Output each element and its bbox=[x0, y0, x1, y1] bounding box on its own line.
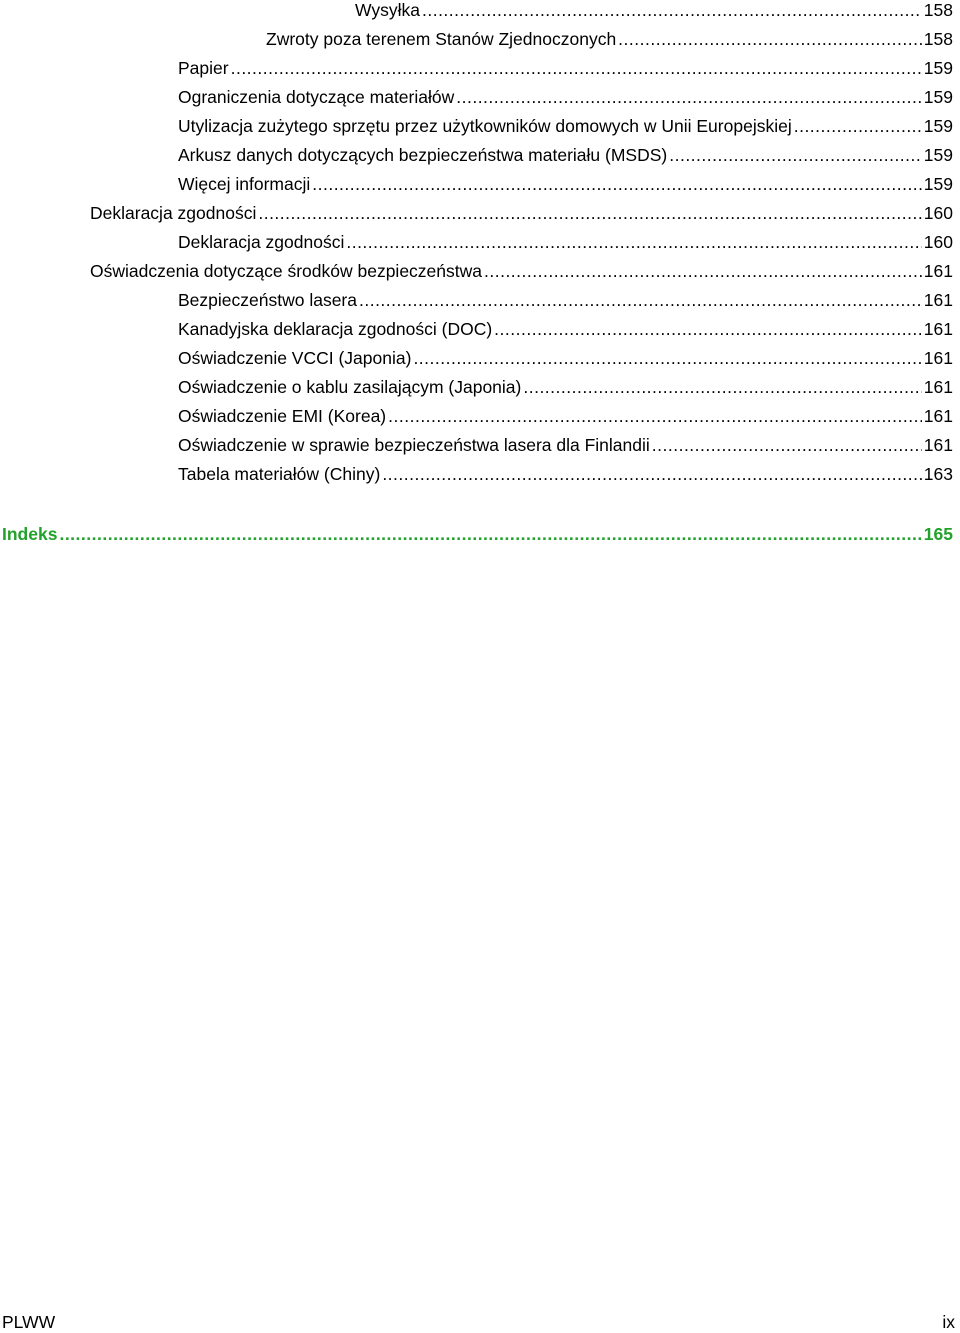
toc-entry[interactable] bbox=[178, 56, 953, 80]
toc-entry-page: 161 bbox=[923, 290, 953, 310]
toc-entry-title: Tabela materiałów (Chiny) bbox=[178, 464, 381, 484]
toc-entry-page: 159 bbox=[923, 58, 953, 78]
toc-entry-title: Arkusz danych dotyczących bezpieczeństwa materiału (MSDS) bbox=[178, 145, 668, 165]
toc-entry-title: Oświadczenie o kablu zasilającym (Japonia) bbox=[178, 377, 522, 397]
toc-entry-title: Oświadczenie VCCI (Japonia) bbox=[178, 348, 412, 368]
toc-entry[interactable] bbox=[178, 375, 953, 399]
dot-leader bbox=[231, 56, 922, 80]
toc-entry[interactable] bbox=[178, 404, 953, 428]
index-page: 165 bbox=[923, 524, 953, 544]
toc-entry[interactable] bbox=[178, 317, 953, 341]
toc-entry-title: Bezpieczeństwo lasera bbox=[178, 290, 357, 310]
toc-index-entry[interactable] bbox=[2, 522, 953, 546]
dot-leader bbox=[523, 375, 921, 399]
toc-entry[interactable] bbox=[178, 172, 953, 196]
toc-entry-page: 160 bbox=[923, 232, 953, 252]
toc-entry-title: Więcej informacji bbox=[178, 174, 311, 194]
toc-entry-title: Oświadczenia dotyczące środków bezpieczeństwa bbox=[90, 261, 482, 281]
toc-entry-page: 158 bbox=[923, 29, 953, 49]
index-title: Indeks bbox=[2, 524, 58, 544]
toc-entry[interactable] bbox=[178, 85, 953, 109]
dot-leader bbox=[422, 0, 922, 22]
toc-entry-page: 161 bbox=[923, 406, 953, 426]
toc-entry[interactable] bbox=[178, 143, 953, 167]
dot-leader bbox=[794, 114, 922, 138]
toc-entry-title: Zwroty poza terenem Stanów Zjednoczonych bbox=[266, 29, 617, 49]
footer-page-number: ix bbox=[942, 1312, 955, 1332]
toc-entry-title: Oświadczenie EMI (Korea) bbox=[178, 406, 387, 426]
toc-entry-page: 158 bbox=[923, 0, 953, 20]
dot-leader bbox=[346, 230, 921, 254]
toc-entry-page: 159 bbox=[923, 145, 953, 165]
dot-leader bbox=[359, 288, 922, 312]
toc-entry[interactable] bbox=[90, 259, 953, 283]
dot-leader bbox=[258, 201, 921, 225]
toc-entry[interactable] bbox=[355, 0, 953, 22]
toc-entry-page: 161 bbox=[923, 319, 953, 339]
toc-entry-page: 159 bbox=[923, 174, 953, 194]
toc-entry-title: Wysyłka bbox=[355, 0, 420, 20]
toc-entry-page: 160 bbox=[923, 203, 953, 223]
toc-entry-page: 159 bbox=[923, 116, 953, 136]
dot-leader bbox=[618, 27, 922, 51]
footer-locale-code: PLWW bbox=[2, 1312, 56, 1332]
dot-leader bbox=[413, 346, 921, 370]
toc-entry-title: Utylizacja zużytego sprzętu przez użytkowników domowych w Unii Europejskiej bbox=[178, 116, 792, 136]
dot-leader bbox=[312, 172, 922, 196]
toc-entry[interactable] bbox=[178, 433, 953, 457]
toc-entry[interactable] bbox=[178, 114, 953, 138]
toc-entry[interactable] bbox=[266, 27, 953, 51]
toc-entry-page: 159 bbox=[923, 87, 953, 107]
dot-leader bbox=[388, 404, 922, 428]
toc-entry-page: 161 bbox=[923, 348, 953, 368]
dot-leader bbox=[494, 317, 922, 341]
dot-leader bbox=[484, 259, 922, 283]
toc-entry-title: Papier bbox=[178, 58, 229, 78]
dot-leader bbox=[652, 433, 922, 457]
toc-entry-page: 161 bbox=[923, 377, 953, 397]
toc-entry-title: Deklaracja zgodności bbox=[90, 203, 257, 223]
toc-entry[interactable] bbox=[178, 462, 953, 486]
dot-leader bbox=[59, 522, 921, 546]
toc-entry-page: 161 bbox=[923, 261, 953, 281]
toc-entry[interactable] bbox=[178, 288, 953, 312]
toc-entry-title: Deklaracja zgodności bbox=[178, 232, 345, 252]
toc-entry-title: Kanadyjska deklaracja zgodności (DOC) bbox=[178, 319, 493, 339]
dot-leader bbox=[669, 143, 922, 167]
toc-entry[interactable] bbox=[90, 201, 953, 225]
toc-entry[interactable] bbox=[178, 230, 953, 254]
toc-entry-title: Oświadczenie w sprawie bezpieczeństwa lasera dla Finlandii bbox=[178, 435, 650, 455]
toc-entry-page: 163 bbox=[923, 464, 953, 484]
dot-leader bbox=[456, 85, 922, 109]
toc-entry[interactable] bbox=[178, 346, 953, 370]
dot-leader bbox=[382, 462, 921, 486]
toc-entry-page: 161 bbox=[923, 435, 953, 455]
toc-entry-title: Ograniczenia dotyczące materiałów bbox=[178, 87, 455, 107]
